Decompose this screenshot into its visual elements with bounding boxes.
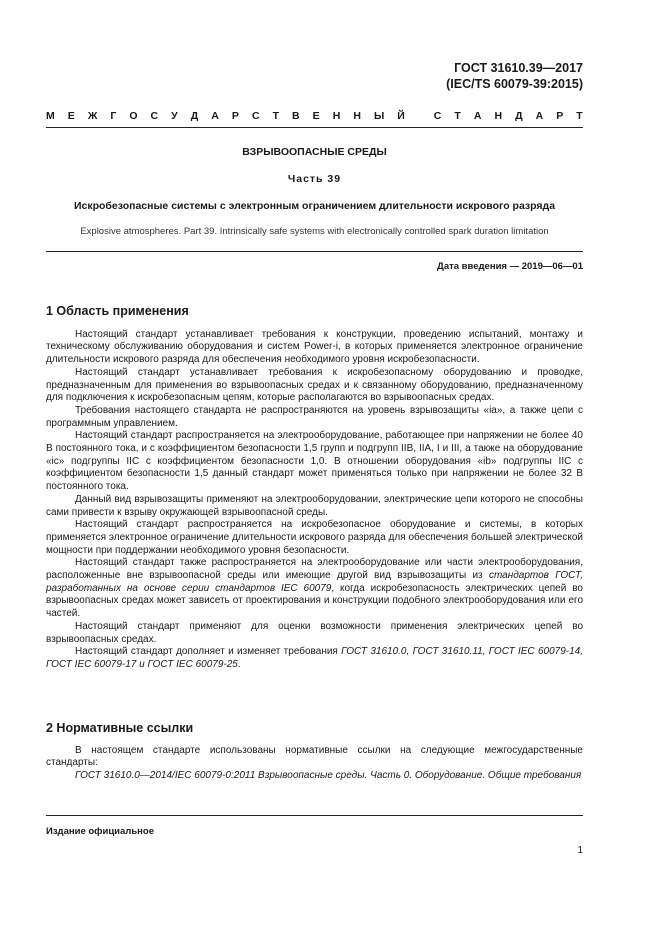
banner-letter: Й <box>397 110 405 122</box>
banner-letter: В <box>292 110 300 122</box>
reference-item: ГОСТ 31610.0—2014/IEC 60079-0:2011 Взрывоопасные среды. Часть 0. Оборудование. Общие требования <box>75 770 582 782</box>
section-1-heading: 1 Область применения <box>46 304 189 318</box>
banner-letter: Т <box>272 110 279 122</box>
banner-letter: У <box>171 110 178 122</box>
banner-letter: О <box>129 110 138 122</box>
paragraph: Настоящий стандарт распространяется на электрооборудование, работающее при напряжении не более 40 В постоянного тока, и с коэффициентом безопасности 1,5 групп и подгрупп IIB, IIA, I и III, а также на оборудование «ic» подгруппы IIC с коэффициентом безопасности 1,0. В отношении оборудования «ib» подгруппы IIC с коэффициентом безопасности 1,5 данный стандарт может применяться только при напряжении не более 32 В постоянного тока. <box>46 430 583 493</box>
iec-number: (IEC/TS 60079-39:2015) <box>446 77 583 91</box>
banner-letter: Ж <box>87 110 98 122</box>
banner-letter: Т <box>576 110 583 122</box>
banner-letter: Е <box>67 110 75 122</box>
banner-letter: Г <box>110 110 117 122</box>
banner-letter: С <box>251 110 260 122</box>
banner-letter <box>418 110 421 122</box>
document-code <box>446 60 583 92</box>
banner-letter: С <box>433 110 442 122</box>
paragraph: Настоящий стандарт устанавливает требования к искробезопасному оборудованию и проводке, предназначенным для применения во взрывоопасных средах и к связанному оборудованию, предназначенному для подключения к искробезопасным цепям, которые располагаются во взрывоопасных средах. <box>46 366 583 404</box>
title-rule <box>46 251 583 252</box>
english-title: Explosive atmospheres. Part 39. Intrinsically safe systems with electronically controlled spark duration limitation <box>80 226 549 237</box>
banner-letter: Е <box>312 110 320 122</box>
header-rule <box>46 127 583 128</box>
paragraph: Требования настоящего стандарта не распространяются на уровень взрывозащиты «ia», а также цепи с программным управлением. <box>46 404 583 429</box>
interstate-standard-banner <box>46 110 583 122</box>
document-title: ВЗРЫВООПАСНЫЕ СРЕДЫ <box>242 146 387 158</box>
official-edition-label: Издание официальное <box>46 826 154 837</box>
page-number: 1 <box>577 845 583 856</box>
gost-number: ГОСТ 31610.39—2017 <box>454 61 583 75</box>
banner-letter: Н <box>494 110 503 122</box>
italic-reference: стандартов ГОСТ, разработанных на основе серии стандартов IEC 60079 <box>46 570 583 594</box>
paragraph: В настоящем стандарте использованы нормативные ссылки на следующие межгосударственные стандарты: <box>46 744 583 769</box>
introduction-date: Дата введения — 2019—06—01 <box>437 261 583 272</box>
banner-letter: Р <box>231 110 239 122</box>
paragraph: Настоящий стандарт распространяется на искробезопасное оборудование и системы, в которых применяется электронное ограничение длительности искрового разряда для обеспечения большей электрической мощности при поддержании необходимого уровня безопасности. <box>46 519 583 556</box>
banner-letter: А <box>473 110 482 122</box>
paragraph: Данный вид взрывозащиты применяют на электрооборудовании, электрические цепи которого не способны сами привести к взрыву окружающей взрывоопасной среды. <box>46 493 583 518</box>
banner-letter: С <box>150 110 159 122</box>
document-part: Часть 39 <box>287 173 342 185</box>
banner-letter: Ы <box>373 110 385 122</box>
footer-rule <box>46 815 583 816</box>
banner-letter: Р <box>556 110 564 122</box>
banner-letter: А <box>535 110 544 122</box>
paragraph: Настоящий стандарт дополняет и изменяет требования ГОСТ 31610.0, ГОСТ 31610.11, ГОСТ IEC 60079-14, ГОСТ IEC 60079-17 и ГОСТ IEC 60079-25. <box>46 646 583 670</box>
document-subtitle: Искробезопасные системы с электронным ограничением длительности искрового разряда <box>73 200 556 212</box>
paragraph: Настоящий стандарт устанавливает требования к конструкции, проведению испытаний, монтажу и техническому обслуживанию оборудования и систем Power-i, в которых применяется электронное ограничение длительности искрового разряда для обеспечения необходимого уровня искробезопасности. <box>46 328 583 366</box>
banner-letter: А <box>211 110 219 122</box>
banner-letter: М <box>46 110 55 122</box>
paragraph: Настоящий стандарт применяют для оценки возможности применения электрических цепей во взрывоопасных средах. <box>46 620 583 645</box>
section-1 <box>46 305 583 672</box>
section-2-heading: 2 Нормативные ссылки <box>46 721 194 735</box>
paragraph: Настоящий стандарт также распространяется на электрооборудование или части электрооборудования, расположенные вне взрывоопасной среды или имеющие другой вид взрывозащиты из стандартов ГОСТ, разработанных на основе серии стандартов IEC 60079, когда искробезопасность электрических цепей во взрывоопасных средах может зависеть от проектирования и конструкции подобного электрооборудования или его частей. <box>46 557 583 620</box>
section-2 <box>46 722 583 783</box>
banner-letter: Д <box>190 110 199 122</box>
banner-letter: Т <box>454 110 461 122</box>
banner-letter: Н <box>353 110 361 122</box>
banner-letter: Н <box>332 110 341 122</box>
italic-reference: ГОСТ 31610.0, ГОСТ 31610.11, ГОСТ IEC 60079-14, ГОСТ IEC 60079-17 и ГОСТ IEC 60079-25 <box>46 646 583 670</box>
banner-letter: Д <box>515 110 523 122</box>
